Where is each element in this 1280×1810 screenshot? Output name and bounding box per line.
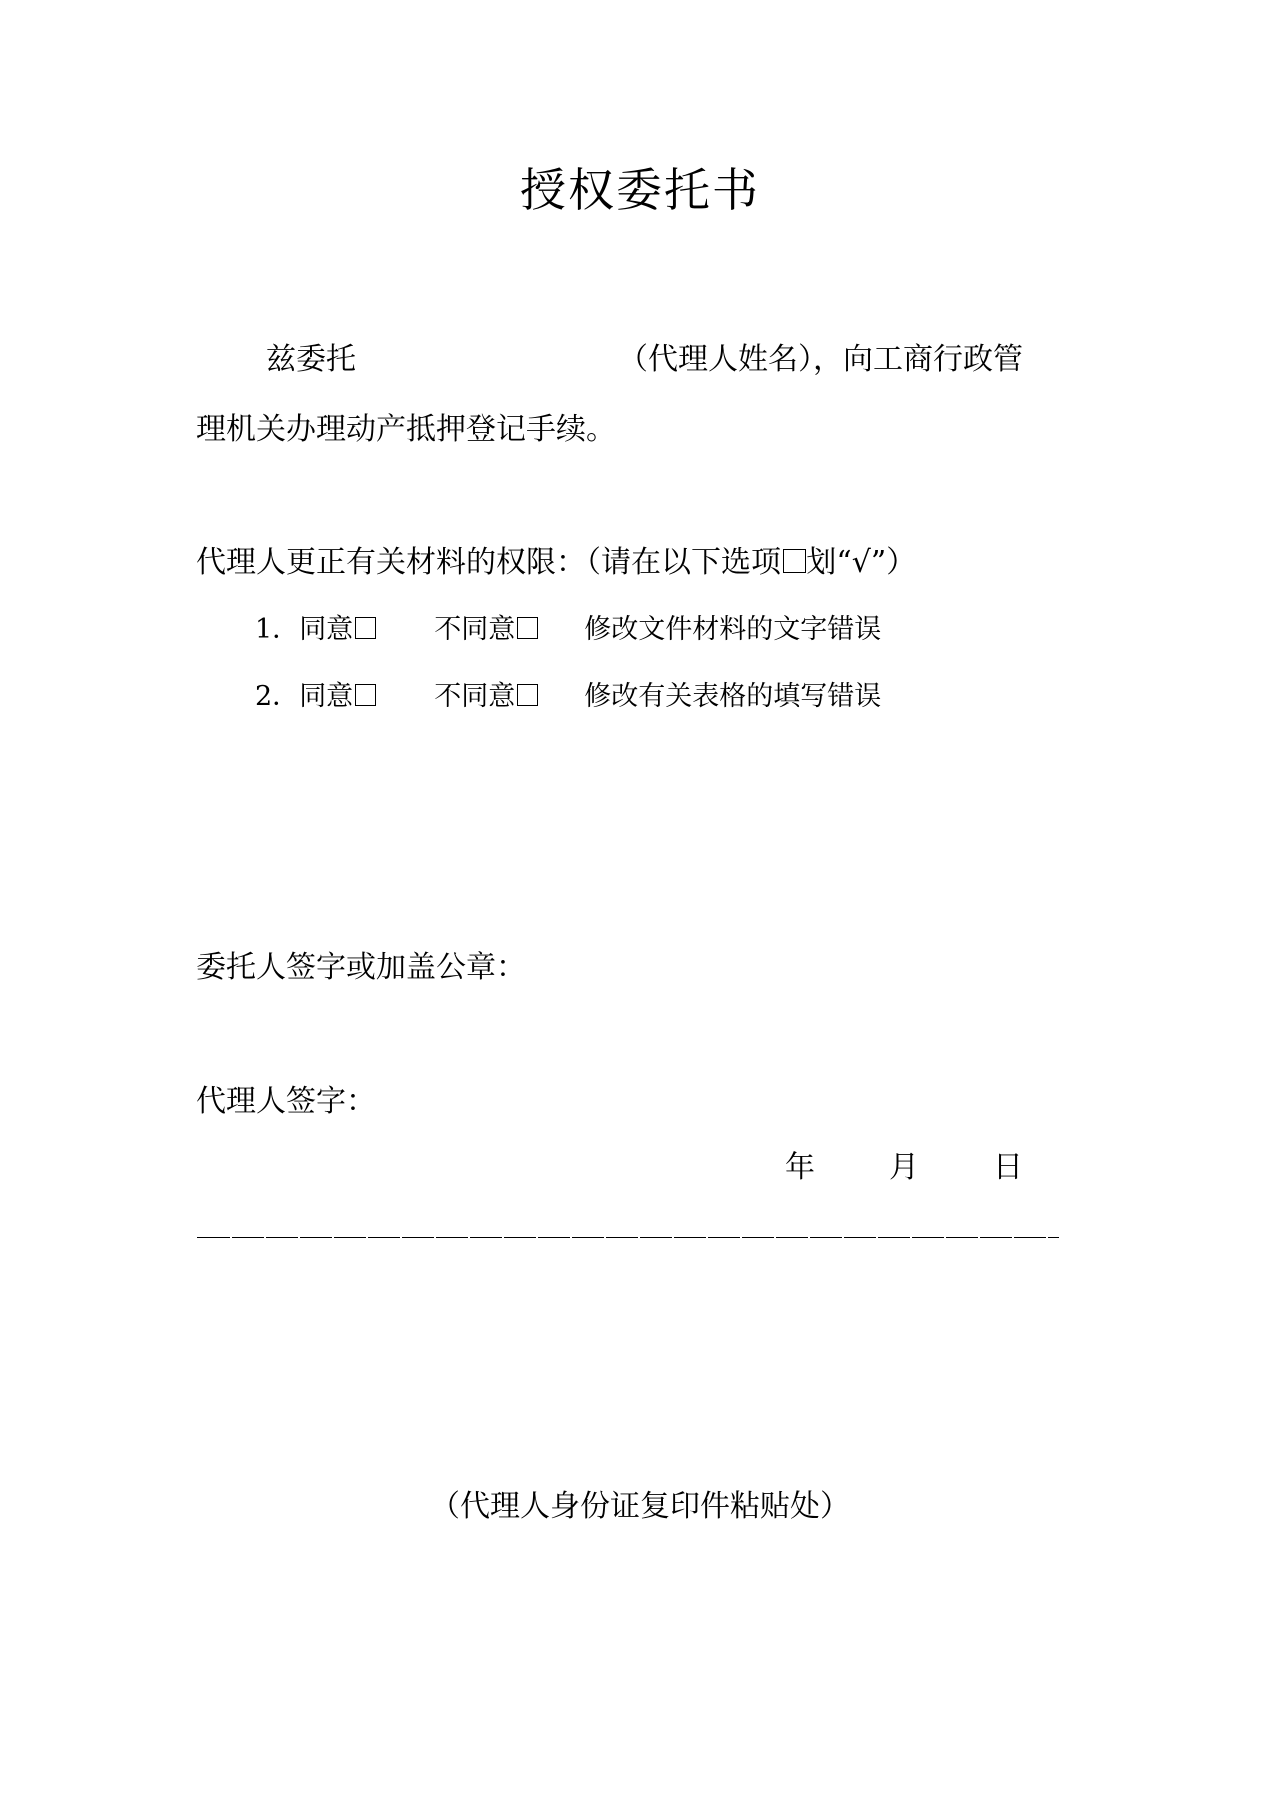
separator-gap xyxy=(638,1234,640,1240)
separator-gap xyxy=(1012,1234,1014,1240)
day-label: 日 xyxy=(993,1150,1023,1185)
separator-gap xyxy=(672,1234,674,1240)
separator-gap xyxy=(604,1234,606,1240)
entrust-after-blank-text: （代理人姓名），向工商行政管 xyxy=(618,342,1023,377)
entrust-lead-text: 兹委托 xyxy=(266,342,356,377)
separator-gap xyxy=(944,1234,946,1240)
separator-gap xyxy=(434,1234,436,1240)
separator-gap xyxy=(774,1234,776,1240)
year-label: 年 xyxy=(785,1150,815,1185)
agent-signature-label: 代理人签字： xyxy=(196,1084,376,1119)
separator-gap xyxy=(808,1234,810,1240)
separator-gap xyxy=(536,1234,538,1240)
separator-line xyxy=(197,1237,1059,1238)
separator-gap xyxy=(298,1234,300,1240)
permission-item-number: 2． xyxy=(255,681,300,712)
id-copy-paste-area-label: （代理人身份证复印件粘贴处） xyxy=(430,1489,850,1524)
separator-gap xyxy=(706,1234,708,1240)
permission-item xyxy=(255,679,881,715)
separator-gap xyxy=(740,1234,742,1240)
separator-gap xyxy=(502,1234,504,1240)
document-title: 授权委托书 xyxy=(520,163,760,217)
separator-gap xyxy=(910,1234,912,1240)
separator-gap xyxy=(400,1234,402,1240)
permissions-heading-tail: 划“√”） xyxy=(806,545,917,580)
separator-gap xyxy=(876,1234,878,1240)
checkbox-icon xyxy=(783,549,806,572)
agree-label: 同意 xyxy=(299,614,354,645)
permission-item-text: 修改文件材料的文字错误 xyxy=(584,614,882,645)
month-label: 月 xyxy=(889,1150,919,1185)
entrust-sentence-line2: 理机关办理动产抵押登记手续。 xyxy=(196,412,616,447)
permission-item xyxy=(255,612,881,648)
separator-gap xyxy=(978,1234,980,1240)
agree-label: 同意 xyxy=(299,681,354,712)
separator-gap xyxy=(366,1234,368,1240)
separator-gap xyxy=(842,1234,844,1240)
separator-gap xyxy=(230,1234,232,1240)
signature-date xyxy=(0,1148,1280,1192)
entrust-sentence-line1 xyxy=(266,340,1023,380)
permission-item-text: 修改有关表格的填写错误 xyxy=(584,681,882,712)
disagree-label: 不同意 xyxy=(434,614,516,645)
permissions-heading xyxy=(196,543,916,583)
separator-gap xyxy=(1046,1234,1048,1240)
separator-gap xyxy=(264,1234,266,1240)
agree-checkbox[interactable] xyxy=(355,684,376,705)
separator-gap xyxy=(332,1234,334,1240)
disagree-checkbox[interactable] xyxy=(517,684,538,705)
separator-gap xyxy=(570,1234,572,1240)
disagree-checkbox[interactable] xyxy=(517,617,538,638)
permission-item-number: 1． xyxy=(255,614,300,645)
agree-checkbox[interactable] xyxy=(355,617,376,638)
disagree-label: 不同意 xyxy=(434,681,516,712)
permissions-heading-text: 代理人更正有关材料的权限：（请在以下选项 xyxy=(196,545,781,580)
separator-gap xyxy=(468,1234,470,1240)
principal-signature-label: 委托人签字或加盖公章： xyxy=(196,950,526,985)
